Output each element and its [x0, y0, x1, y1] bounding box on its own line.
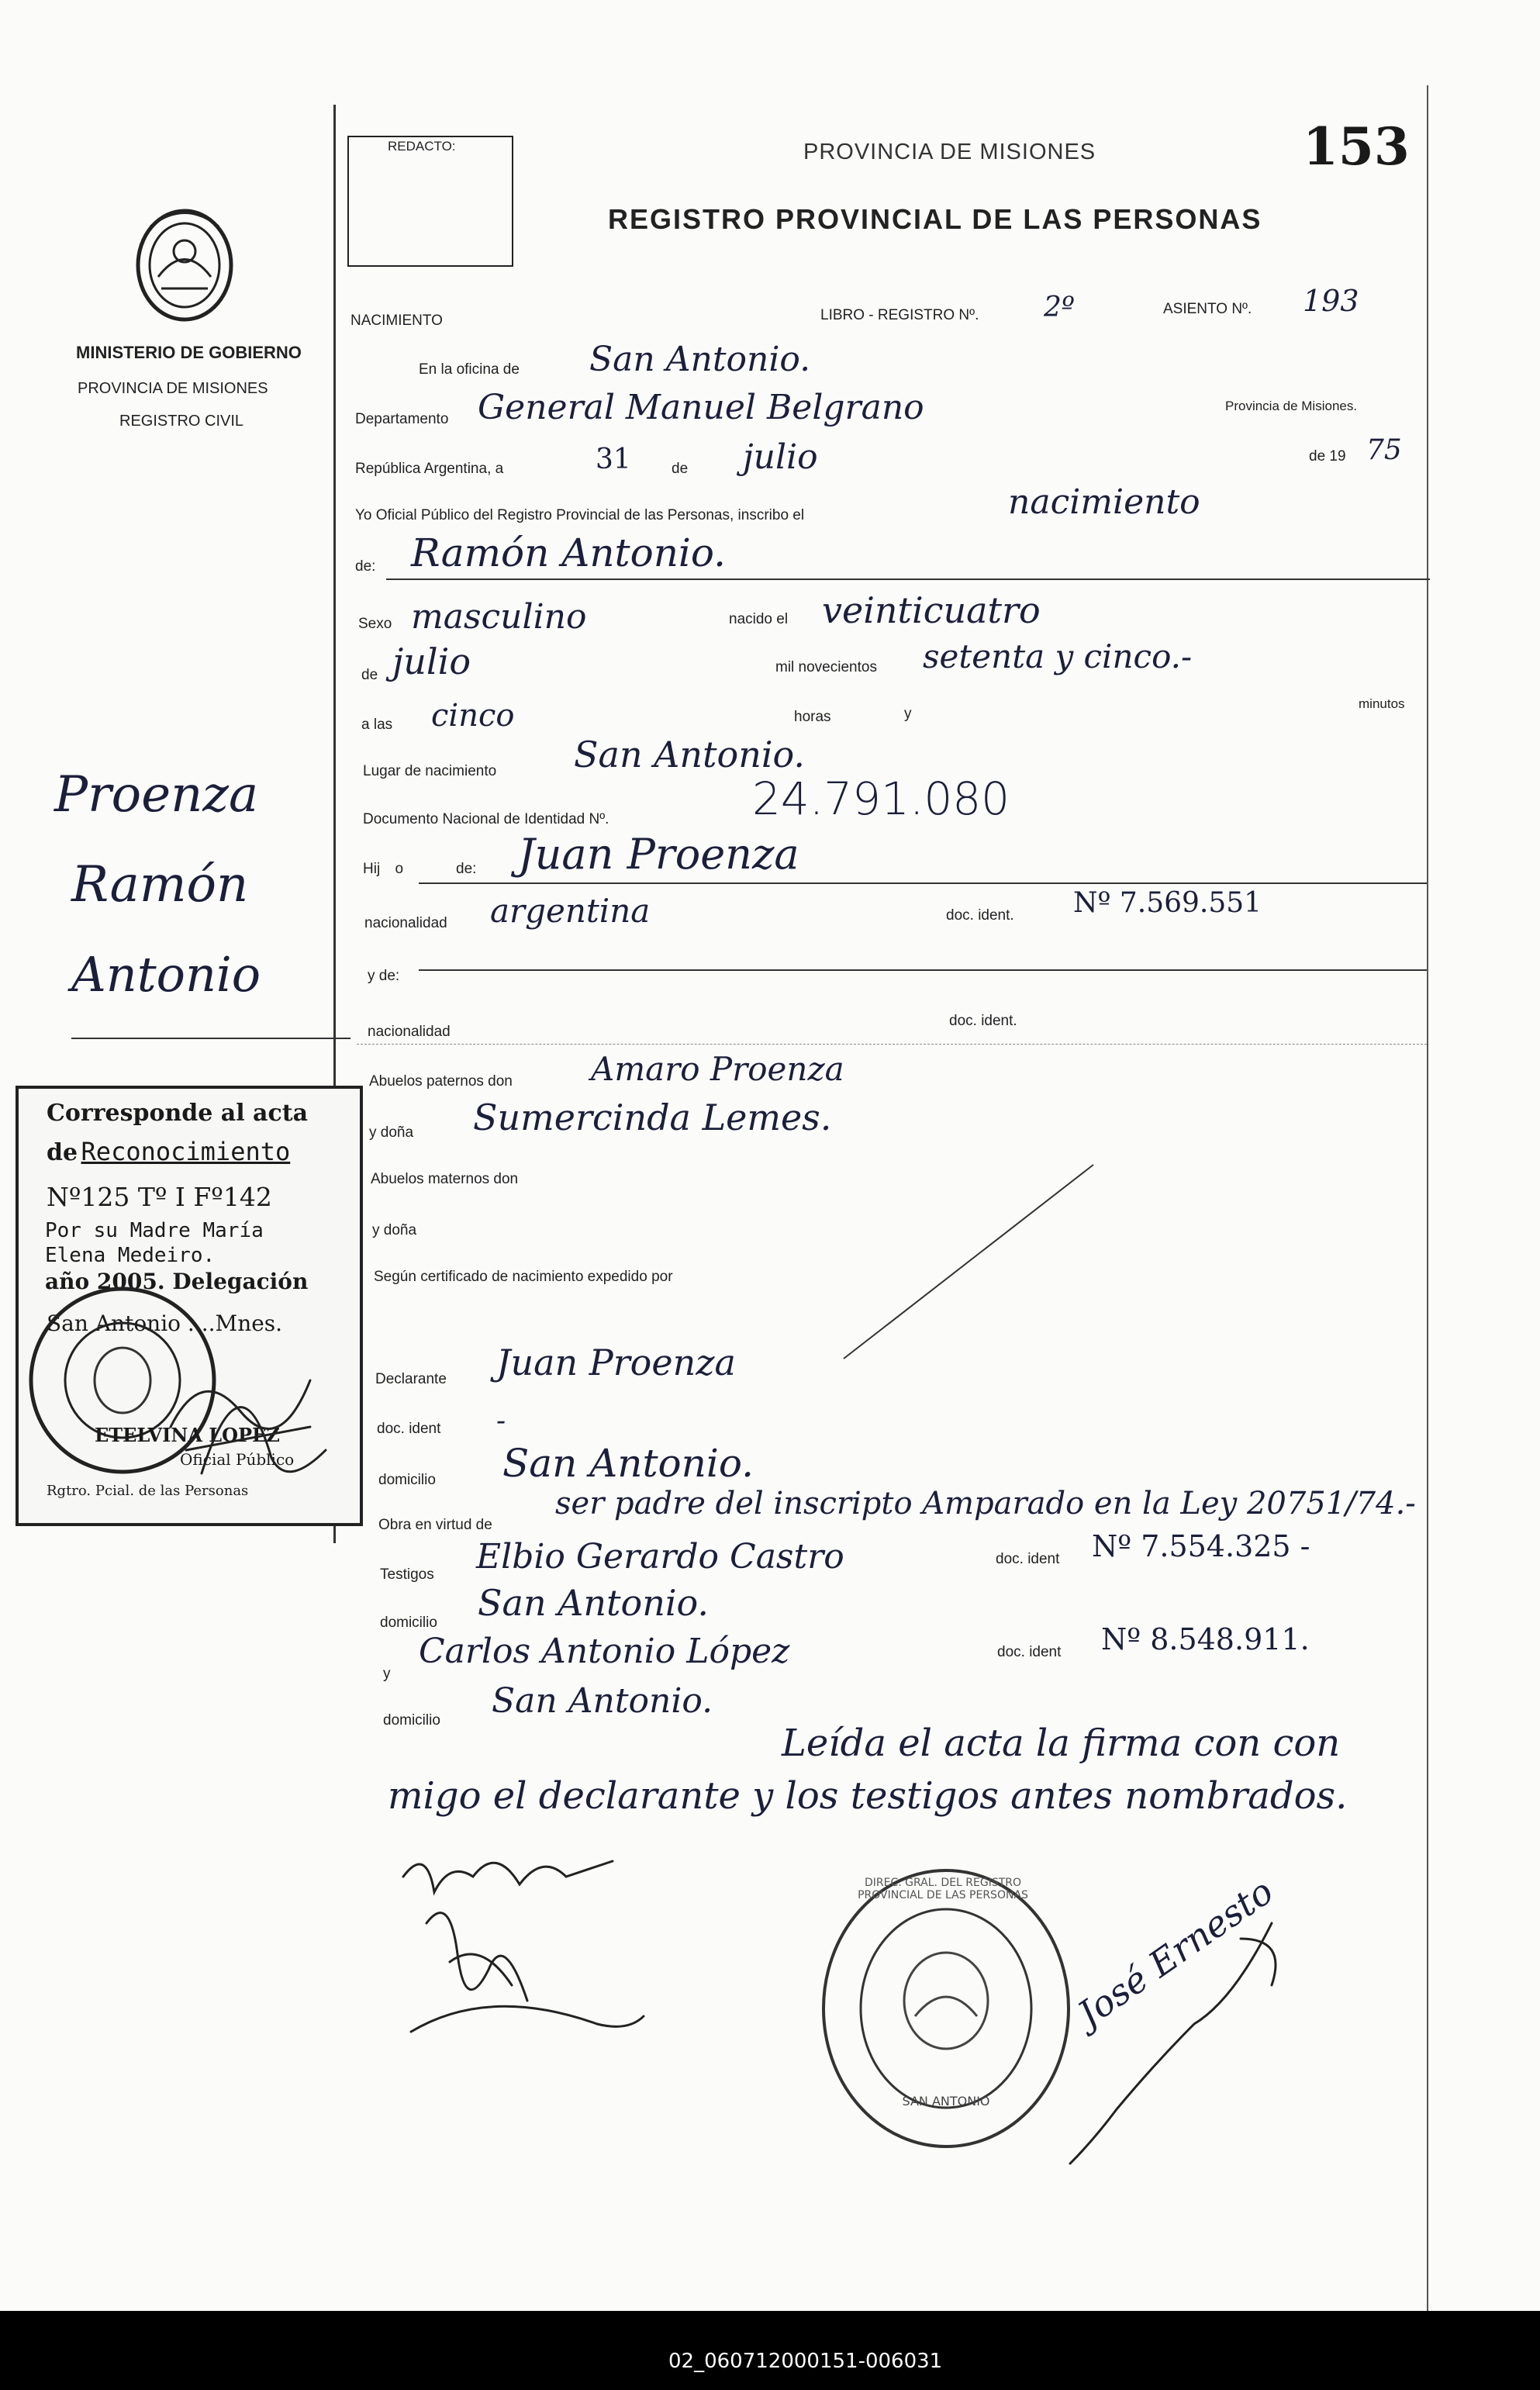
obra-label: Obra en virtud de [378, 1517, 492, 1533]
abuelos-pat-value: Amaro Proenza [591, 1050, 844, 1088]
mil-label: mil novecientos [775, 659, 877, 675]
nacionalidad-label: nacionalidad [364, 915, 447, 931]
hijo-prefix: Hij [363, 861, 381, 877]
republica-de-label: de [672, 461, 689, 477]
birth-month: julio [392, 641, 471, 682]
provincia-label: Provincia de Misiones. [1225, 399, 1358, 413]
stamp-role2: Rgtro. Pcial. de las Personas [47, 1483, 249, 1499]
declarante-value: Juan Proenza [496, 1342, 736, 1383]
stamp-number: Nº125 Tº I Fº142 [47, 1182, 272, 1212]
dni-value: 24.791.080 [752, 772, 1010, 825]
testigo1-doc-label: doc. ident [996, 1551, 1060, 1567]
alas-value: cinco [431, 698, 515, 734]
hijo-label [363, 861, 403, 878]
nacionalidad2-label: nacionalidad [368, 1024, 451, 1040]
form-right-border [1427, 85, 1428, 2311]
month-value: julio [743, 437, 818, 477]
abuela-pat-label: y doña [369, 1124, 414, 1141]
domicilio2-value: San Antonio. [478, 1582, 710, 1624]
declarante-signature-icon [380, 1830, 659, 2063]
libro-label: LIBRO - REGISTRO Nº. [820, 307, 979, 323]
libro-value: 2º [1044, 292, 1075, 323]
testigo1-value: Elbio Gerardo Castro [476, 1537, 844, 1577]
father-doc-value: Nº 7.569.551 [1073, 887, 1262, 919]
domicilio-value: San Antonio. [502, 1441, 754, 1486]
year-value: 75 [1366, 434, 1402, 466]
page-number: 153 [1303, 116, 1410, 177]
dni-label: Documento Nacional de Identidad Nº. [363, 811, 609, 827]
abuela-mat-label: y doña [372, 1222, 417, 1238]
nacionalidad-value: argentina [490, 892, 651, 930]
margin-surname: Proenza [54, 766, 259, 824]
closing-line1: Leída el acta la firma con con [782, 1722, 1341, 1765]
sexo-value: masculino [411, 597, 587, 637]
margin-name1: Ramón [71, 856, 249, 914]
official-seal-text: DIREC. GRAL. DEL REGISTRO PROVINCIAL DE LAS PERSONAS [858, 1877, 1028, 1901]
stamp-officer: ETELVINA LOPEZ [95, 1424, 280, 1446]
obra-value: ser padre del inscripto Amparado en la Ley 20751/74.- [555, 1486, 1416, 1521]
stamp-mother-note1: Por su Madre María [45, 1219, 264, 1242]
redacto-label: REDACTO: [388, 139, 456, 154]
oficina-value: San Antonio. [589, 340, 811, 379]
testigo2-doc-value: Nº 8.548.911. [1101, 1622, 1310, 1656]
declarante-doc-label: doc. ident [377, 1421, 441, 1437]
stamp-line1: Corresponde al acta [47, 1100, 309, 1127]
margin-rule [71, 1038, 350, 1039]
margin-name2: Antonio [71, 946, 261, 1003]
cancel-diagonal-line [837, 1163, 1101, 1365]
stamp-act-type: Reconocimiento [81, 1137, 291, 1166]
nacionalidad2-rule [357, 1044, 1427, 1045]
domicilio-label: domicilio [378, 1472, 436, 1488]
declarante-label: Declarante [375, 1371, 447, 1387]
child-name: Ramón Antonio. [411, 530, 727, 575]
redacto-box [347, 136, 513, 267]
testigo1-doc-value: Nº 7.554.325 - [1092, 1529, 1310, 1563]
mil-value: setenta y cinco.- [923, 637, 1193, 675]
testigo2-doc-label: doc. ident [997, 1644, 1062, 1660]
testigo2-y-label: y [383, 1666, 391, 1682]
hijo-suffix: o [395, 861, 404, 877]
mother-doc-label: doc. ident. [949, 1013, 1017, 1029]
closing-line2: migo el declarante y los testigos antes nombrados. [388, 1774, 1348, 1818]
nacido-value: veinticuatro [822, 589, 1041, 631]
lugar-label: Lugar de nacimiento [363, 763, 497, 779]
mother-rule [419, 969, 1427, 971]
ministry-label: MINISTERIO DE GOBIERNO [76, 343, 302, 362]
child-de-label: de: [355, 558, 376, 575]
republica-label: República Argentina, a [355, 461, 504, 477]
child-name-rule [386, 579, 1430, 580]
declarante-doc-value: - [496, 1405, 506, 1437]
alas-label: a las [361, 717, 393, 733]
testigo2-value: Carlos Antonio López [419, 1632, 790, 1671]
stamp-role: Oficial Público [180, 1450, 295, 1469]
lugar-value: San Antonio. [574, 734, 806, 775]
testigos-label: Testigos [380, 1566, 434, 1583]
coat-of-arms-icon [127, 203, 242, 327]
asiento-value: 193 [1303, 284, 1359, 318]
nacimiento-label: NACIMIENTO [350, 313, 443, 329]
stamp-de-label: de [47, 1139, 78, 1166]
domicilio2-label: domicilio [380, 1615, 437, 1631]
domicilio3-label: domicilio [383, 1712, 440, 1729]
horas-y-label: y [904, 706, 912, 722]
civil-registry-label: REGISTRO CIVIL [119, 413, 244, 430]
left-province-label: PROVINCIA DE MISIONES [78, 380, 268, 397]
official-seal-place: SAN ANTONIO [902, 2094, 990, 2109]
oficina-label: En la oficina de [419, 361, 520, 378]
stamp-line2 [47, 1137, 290, 1166]
stamp-year: año 2005. Delegación [45, 1269, 309, 1294]
oficial-value: nacimiento [1008, 482, 1200, 522]
year-label: de 19 [1309, 448, 1346, 465]
official-seal-icon [814, 1861, 1078, 2156]
province-heading: PROVINCIA DE MISIONES [803, 140, 1096, 164]
nacido-label: nacido el [729, 611, 789, 627]
asiento-label: ASIENTO Nº. [1163, 301, 1252, 317]
segun-label: Según certificado de nacimiento expedido por [374, 1269, 673, 1285]
registry-title: REGISTRO PROVINCIAL DE LAS PERSONAS [608, 203, 1262, 235]
sexo-label: Sexo [358, 616, 392, 632]
departamento-value: General Manuel Belgrano [478, 388, 924, 427]
domicilio3-value: San Antonio. [492, 1681, 713, 1721]
father-doc-label: doc. ident. [946, 907, 1014, 924]
stamp-mother-note2: Elena Medeiro. [45, 1244, 216, 1267]
mother-de-label: y de: [368, 968, 400, 984]
father-name: Juan Proenza [518, 830, 799, 879]
abuelos-pat-label: Abuelos paternos don [369, 1073, 513, 1090]
horas-label: horas [794, 709, 831, 725]
day-value: 31 [596, 444, 631, 475]
hijo-de-label: de: [456, 861, 477, 877]
minutos-label: minutos [1359, 696, 1405, 711]
stamp-place: San Antonio ....Mnes. [47, 1311, 283, 1336]
stamp-signature-icon [155, 1334, 341, 1504]
father-rule [419, 882, 1427, 884]
file-id: 02_060712000151-006031 [668, 2350, 943, 2373]
departamento-label: Departamento [355, 411, 449, 427]
abuela-pat-value: Sumercinda Lemes. [473, 1097, 832, 1138]
officer-signature: José Ernesto [1070, 1870, 1281, 2036]
abuelos-mat-label: Abuelos maternos don [371, 1171, 519, 1187]
birth-de-label: de [361, 667, 378, 683]
oficial-label: Yo Oficial Público del Registro Provincial de las Personas, inscribo el [355, 507, 805, 523]
officer-signature-icon [1039, 1908, 1318, 2187]
